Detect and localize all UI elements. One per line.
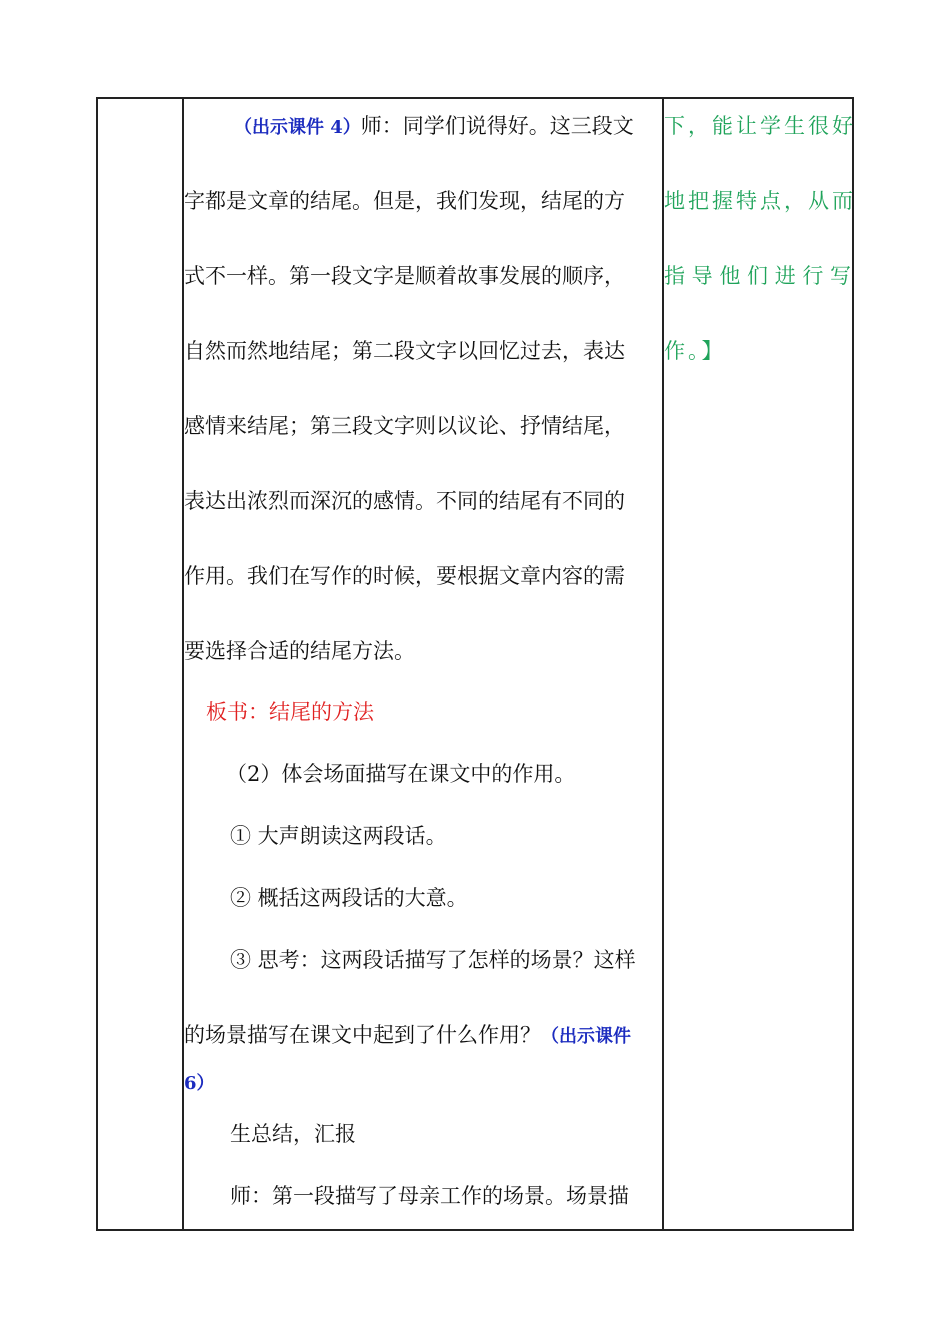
note-line: 作。】	[664, 339, 726, 363]
note-line: 指 导 他 们 进 行 写	[664, 264, 852, 288]
paragraph-line: （出示课件 4）师：同学们说得好。这三段文	[234, 114, 634, 138]
paragraph-line: 自然而然地结尾；第二段文字以回忆过去，表达	[184, 339, 625, 363]
note-line: 下，能让学生很好	[664, 114, 856, 138]
lesson-table	[96, 97, 854, 1231]
paragraph-line: 生总结，汇报	[230, 1122, 356, 1146]
paragraph-line: 感情来结尾；第三段文字则以议论、抒情结尾，	[184, 414, 625, 438]
paragraph-line: 要选择合适的结尾方法。	[184, 639, 415, 663]
note-line: 地把握特点，从而	[664, 189, 856, 213]
paragraph-line: 表达出浓烈而深沉的感情。不同的结尾有不同的	[184, 489, 625, 513]
paragraph-line: 的场景描写在课文中起到了什么作用？（出示课件	[184, 1023, 631, 1047]
courseware-reference: （出示课件 4）	[234, 117, 361, 138]
courseware-reference: 6）	[184, 1073, 215, 1094]
board-writing: 板书：结尾的方法	[206, 700, 374, 724]
list-item: ① 大声朗读这两段话。	[230, 824, 447, 848]
paragraph-line: 师：第一段描写了母亲工作的场景。场景描	[230, 1184, 629, 1208]
list-item: ② 概括这两段话的大意。	[230, 886, 468, 910]
paragraph-line: 字都是文章的结尾。但是，我们发现，结尾的方	[184, 189, 625, 213]
step-heading: （2）体会场面描写在课文中的作用。	[226, 762, 576, 786]
paragraph-line: 作用。我们在写作的时候，要根据文章内容的需	[184, 564, 625, 588]
paragraph-line: 式不一样。第一段文字是顺着故事发展的顺序，	[184, 264, 625, 288]
list-item: ③ 思考：这两段话描写了怎样的场景？这样	[230, 948, 636, 972]
courseware-reference: （出示课件	[541, 1026, 631, 1047]
